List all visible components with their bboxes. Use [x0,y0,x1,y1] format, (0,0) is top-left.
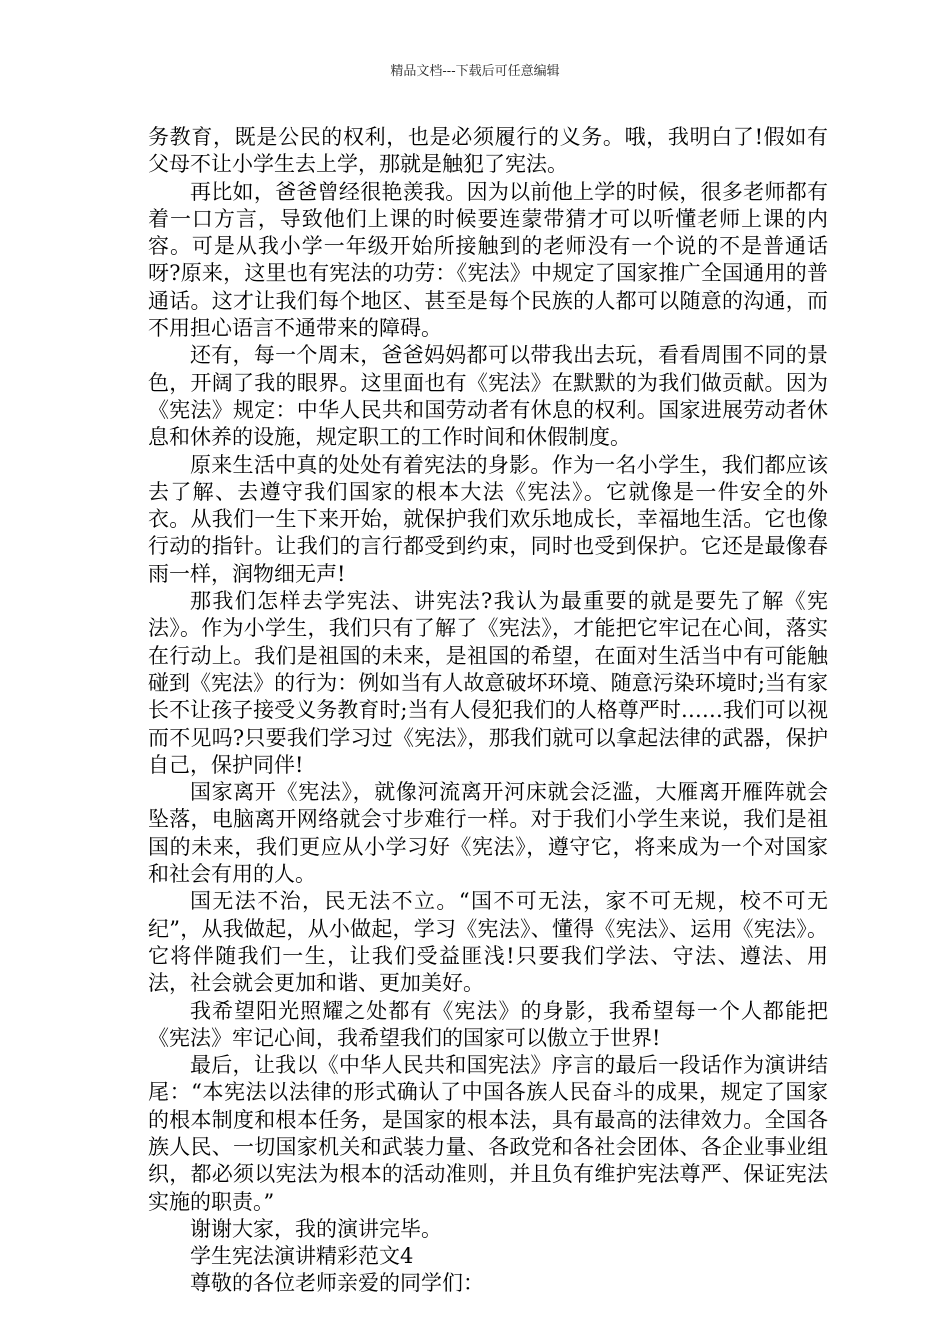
paragraph-rule-of-law: 国无法不治，民无法不立。“国不可无法，家不可无规，校不可无纪”，从我做起，从小做起，学习《宪法》、懂得《宪法》、运用《宪法》。它将伴随我们一生，让我们受益匪浅!只要我们学法、守法、遵法、用法，社会就会更加和谐、更加美好。 [148,889,828,996]
paragraph-closing-quote: 最后，让我以《中华人民共和国宪法》序言的最后一段话作为演讲结尾：“本宪法以法律的形式确认了中国各族人民奋斗的成果，规定了国家的根本制度和根本任务，是国家的根本法，具有最高的法律效力。全国各族人民、一切国家机关和武装力量、各政党和各社会团体、各企业事业组织，都必须以宪法为根本的活动准则，并且负有维护宪法尊严、保证宪法实施的职责。” [148,1053,828,1214]
paragraph-weekend-rest: 还有，每一个周末，爸爸妈妈都可以带我出去玩，看看周围不同的景色，开阔了我的眼界。这里面也有《宪法》在默默的为我们做贡献。因为《宪法》规定：中华人民共和国劳动者有休息的权利。国家进展劳动者休息和休养的设施，规定职工的工作时间和休假制度。 [148,343,828,450]
salutation: 尊敬的各位老师亲爱的同学们： [190,1271,484,1296]
page-header: 精品文档---下载后可任意编辑 [390,64,560,79]
section-title: 学生宪法演讲精彩范文4 [190,1244,414,1269]
paragraph-continued: 务教育，既是公民的权利，也是必须履行的义务。哦，我明白了!假如有父母不让小学生去上学，那就是触犯了宪法。 [148,125,828,177]
paragraph-constitution-everywhere: 原来生活中真的处处有着宪法的身影。作为一名小学生，我们都应该去了解、去遵守我们国家的根本大法《宪法》。它就像是一件安全的外衣。从我们一生下来开始，就保护我们欢乐地成长，幸福地生活。它也像行动的指针。让我们的言行都受到约束，同时也受到保护。它还是最像春雨一样，润物细无声! [148,452,828,586]
paragraph-how-to-learn: 那我们怎样去学宪法、讲宪法?我认为最重要的就是要先了解《宪法》。作为小学生，我们只有了解了《宪法》，才能把它牢记在心间，落实在行动上。我们是祖国的未来，是祖国的希望，在面对生活当中有可能触碰到《宪法》的行为：例如当有人故意破坏环境、随意污染环境时;当有家长不让孩子接受义务教育时;当有人侵犯我们的人格尊严时……我们可以视而不见吗?只要我们学习过《宪法》，那我们就可以拿起法律的武器，保护自己，保护同伴! [148,589,828,777]
paragraph-mandarin: 再比如，爸爸曾经很艳羡我。因为以前他上学的时候，很多老师都有着一口方言，导致他们上课的时候要连蒙带猜才可以听懂老师上课的内容。可是从我小学一年级开始所接触到的老师没有一个说的不是普通话呀?原来，这里也有宪法的功劳：《宪法》中规定了国家推广全国通用的普通话。这才让我们每个地区、甚至是每个民族的人都可以随意的沟通，而不用担心语言不通带来的障碍。 [148,179,828,341]
paragraph-nation-without-constitution: 国家离开《宪法》，就像河流离开河床就会泛滥，大雁离开雁阵就会坠落，电脑离开网络就会寸步难行一样。对于我们小学生来说，我们是祖国的未来，我们更应从小学习好《宪法》，遵守它，将来成为一个对国家和社会有用的人。 [148,780,828,887]
document-body [148,124,828,1298]
paragraph-hope: 我希望阳光照耀之处都有《宪法》的身影，我希望每一个人都能把《宪法》牢记心间，我希望我们的国家可以傲立于世界! [148,998,828,1050]
paragraph-thanks: 谢谢大家，我的演讲完毕。 [190,1216,442,1241]
